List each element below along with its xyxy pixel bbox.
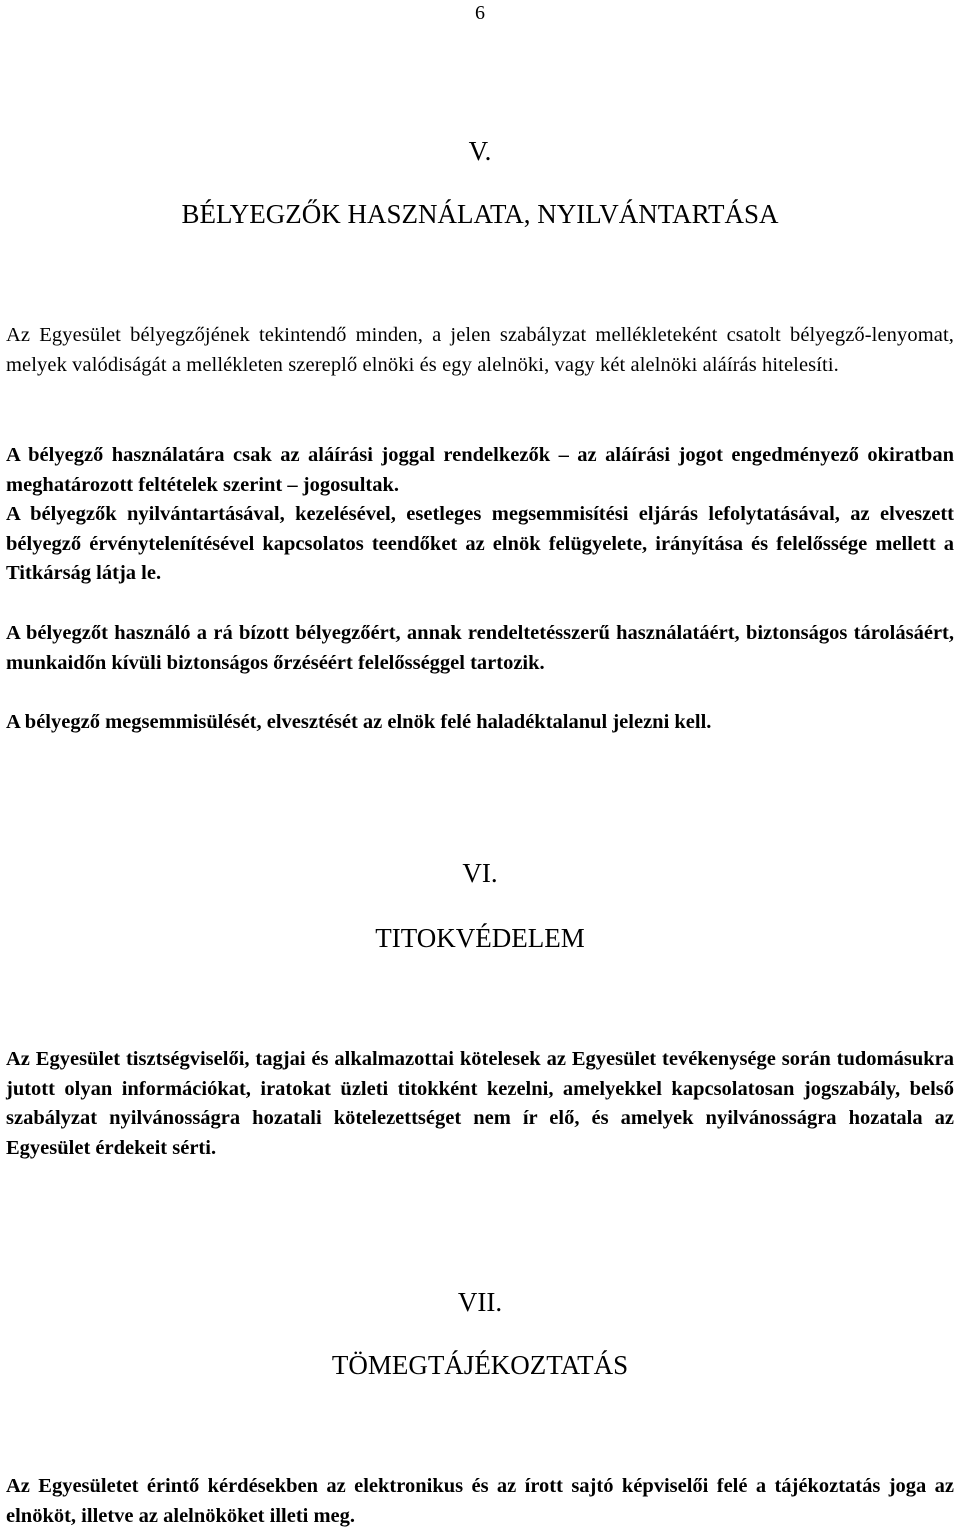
section-number-vii: VII. [457, 1287, 503, 1317]
section-title-confidentiality: TITOKVÉDELEM [375, 923, 585, 953]
page-number: 6 [475, 2, 485, 24]
section-title-media: TÖMEGTÁJÉKOZTATÁS [331, 1350, 629, 1380]
stamp-responsibility-paragraph: A bélyegzőt használó a rá bízott bélyegzőért, annak rendeltetésszerű használatáért, biztonságos tárolásáért, munkaidőn kívüli biztonságos őrzéséért felelősséggel tartozik. [6, 622, 954, 674]
section-number-v: V. [468, 136, 492, 166]
confidentiality-paragraph: Az Egyesület tisztségviselői, tagjai és alkalmazottai kötelesek az Egyesület tevékenysége során tudomásukra jutott olyan információkat, iratokat üzleti titokként kezelni, amelyekkel kapcsolatosan jogszabály, belső szabályzat nyilvánosságra hozatali kötelezettséget nem ír elő, és amelyek nyilvánosságra hozatala az Egyesület érdekeit sérti. [6, 1048, 954, 1159]
stamp-usage-paragraph: A bélyegző használatára csak az aláírási joggal rendelkezők – az aláírási jogot engedményező okiratban meghatározott feltételek szerint – jogosultak. [6, 444, 954, 496]
section-title-stamps: BÉLYEGZŐK HASZNÁLATA, NYILVÁNTARTÁSA [181, 199, 779, 229]
stamp-registry-paragraph: A bélyegzők nyilvántartásával, kezelésével, esetleges megsemmisítési eljárás lefolytatásával, az elveszett bélyegző érvénytelenítésével kapcsolatos teendőket az elnök felügyelete, irányítása és felelőssége mellett a Titkárság látja le. [6, 503, 954, 584]
media-paragraph: Az Egyesületet érintő kérdésekben az elektronikus és az írott sajtó képviselői felé a tájékoztatás joga az elnököt, illetve az alelnököket illeti meg. [6, 1475, 954, 1527]
stamp-definition-paragraph: Az Egyesület bélyegzőjének tekintendő minden, a jelen szabályzat mellékleteként csatolt bélyegző-lenyomat, melyek valódiságát a mellékleten szereplő elnöki és egy alelnöki, vagy két alelnöki aláírás hitelesíti. [6, 324, 954, 376]
stamp-loss-paragraph: A bélyegző megsemmisülését, elvesztését az elnök felé haladéktalanul jelezni kell. [6, 711, 712, 733]
section-number-vi: VI. [462, 858, 498, 888]
